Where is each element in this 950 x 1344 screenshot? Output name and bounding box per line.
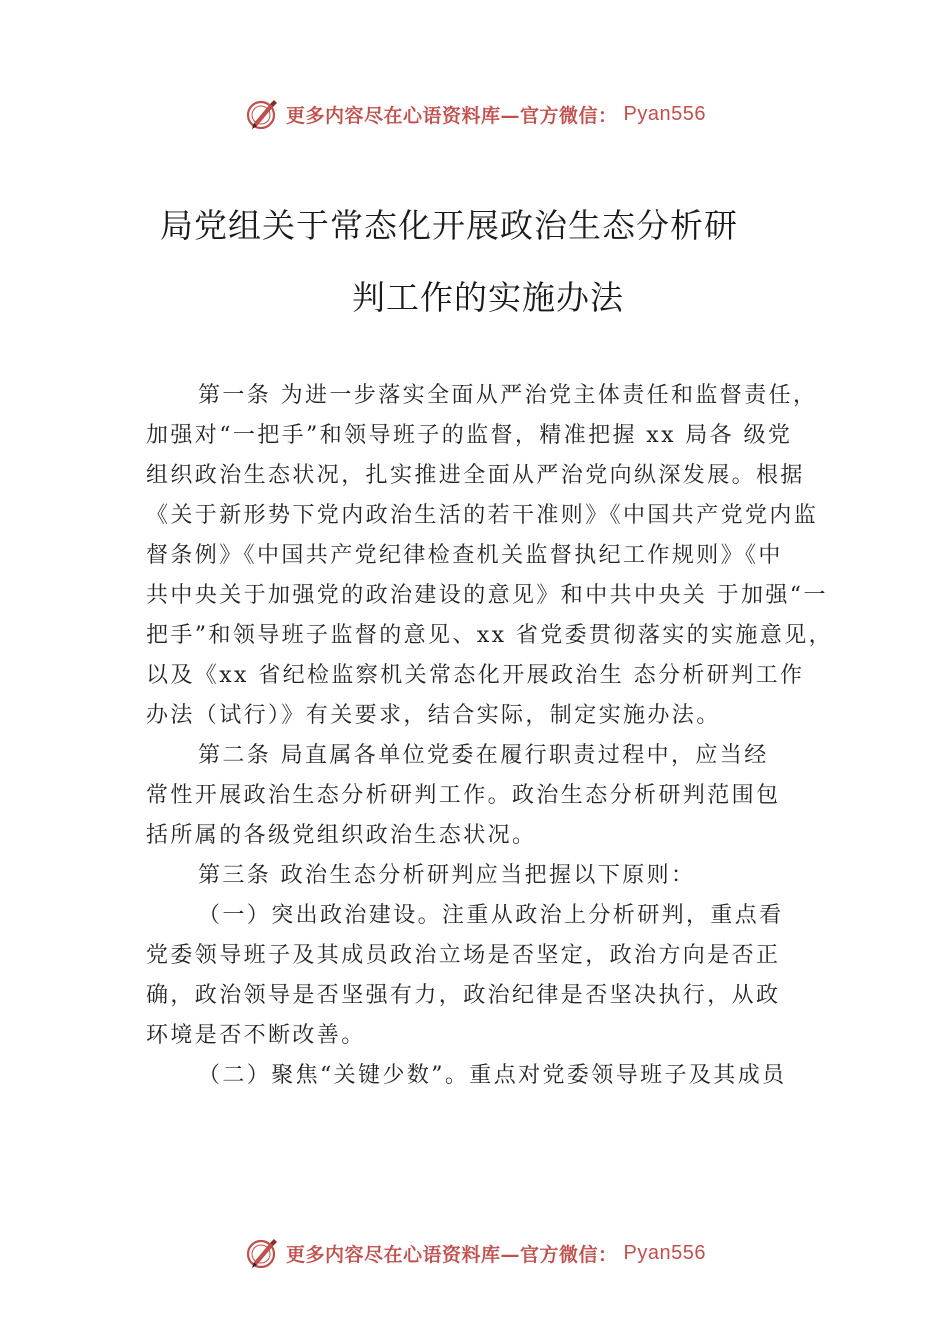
watermark-group [244, 1235, 706, 1271]
body-line: 第二条 局直属各单位党委在履行职责过程中，应当经 [198, 743, 769, 768]
body-line: 共中央关于加强党的政治建设的意见》和中共中央关 于加强“一 [146, 583, 828, 608]
pen-logo-icon [244, 96, 280, 132]
body-line: （一）突出政治建设。注重从政治上分析研判，重点看 [198, 903, 784, 928]
watermark-text: 更多内容尽在心语资料库—官方微信： [286, 1243, 618, 1266]
watermark-banner-top [0, 94, 950, 134]
watermark-wechat-id: Pyan556 [623, 102, 706, 125]
body-line: 《关于新形势下党内政治生活的若干准则》《中国共产党党内监 [146, 503, 819, 528]
title-line-2: 判工作的实施办法 [352, 278, 624, 317]
body-line: 组织政治生态状况，扎实推进全面从严治党向纵深发展。根据 [146, 463, 805, 488]
watermark-wechat-id: Pyan556 [623, 1241, 706, 1264]
body-line: 党委领导班子及其成员政治立场是否坚定，政治方向是否正 [146, 943, 781, 968]
body-line: 确，政治领导是否坚强有力，政治纪律是否坚决执行，从政 [146, 983, 781, 1008]
body-line: 以及《xx 省纪检监察机关常态化开展政治生 态分析研判工作 [146, 663, 805, 688]
title-line-1: 局党组关于常态化开展政治生态分析研 [160, 206, 738, 245]
body-line: 括所属的各级党组织政治生态状况。 [146, 823, 537, 848]
body-line: 督条例》《中国共产党纪律检查机关监督执纪工作规则》《中 [146, 543, 783, 568]
watermark-group [244, 96, 706, 132]
body-line: 把手”和领导班子监督的意见、xx 省党委贯彻落实的实施意见， [146, 623, 834, 648]
body-line: 加强对“一把手”和领导班子的监督，精准把握 xx 局各 级党 [146, 423, 793, 448]
body-line: 第三条 政治生态分析研判应当把握以下原则： [198, 863, 696, 888]
body-line: （二）聚焦“关键少数”。重点对党委领导班子及其成员 [198, 1063, 787, 1088]
pen-logo-icon [244, 1235, 280, 1271]
watermark-banner-bottom [0, 1233, 950, 1273]
body-line: 环境是否不断改善。 [146, 1023, 366, 1048]
body-line: 第一条 为进一步落实全面从严治党主体责任和监督责任， [198, 383, 818, 408]
watermark-text: 更多内容尽在心语资料库—官方微信： [286, 104, 618, 127]
body-line: 办法（试行）》有关要求，结合实际，制定实施办法。 [146, 703, 721, 728]
body-line: 常性开展政治生态分析研判工作。政治生态分析研判范围包 [146, 783, 781, 808]
